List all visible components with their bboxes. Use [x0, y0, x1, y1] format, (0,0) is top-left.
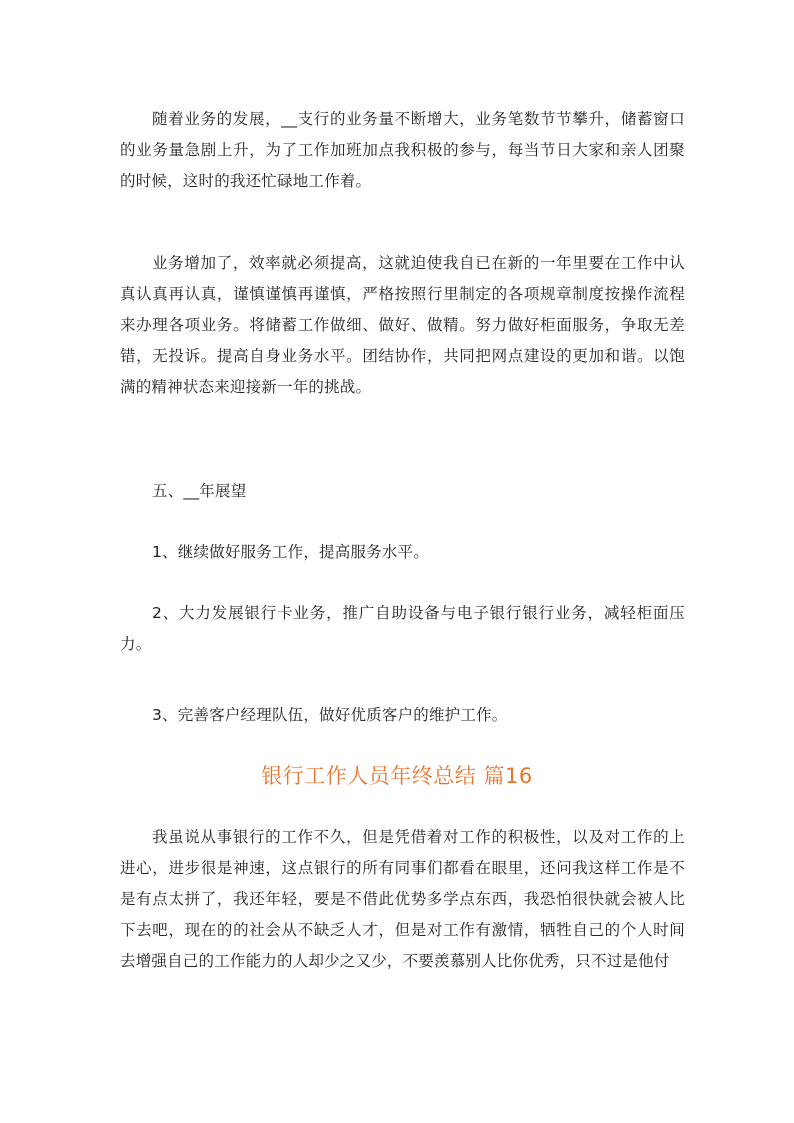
paragraph-efficiency: 业务增加了，效率就必须提高，这就迫使我自已在新的一年里要在工作中认真认真再认真，谨慎谨慎再谨慎，严格按照行里制定的各项规章制度按操作流程来办理各项业务。将储蓄工作做细、做好、做精。努力做好柜面服务，争取无差错，无投诉。提高自身业务水平。团结协作，共同把网点建设的更加和谐。以饱满的精神状态来迎接新一年的挑战。 [120, 254, 685, 396]
paragraph-business-growth: 随着业务的发展，__支行的业务量不断增大，业务笔数节节攀升，储蓄窗口的业务量急剧上升，为了工作加班加点我积极的参与，每当节日大家和亲人团聚的时候，这时的我还忙碌地工作着。 [120, 110, 685, 190]
list-item-1: 1、继续做好服务工作，提高服务水平。 [152, 543, 429, 561]
list-item-2: 2、大力发展银行卡业务，推广自助设备与电子银行银行业务，减轻柜面压力。 [120, 604, 685, 653]
section-title: 银行工作人员年终总结 篇16 [261, 764, 533, 788]
section-heading-outlook: 五、__年展望 [152, 482, 247, 500]
list-item-3: 3、完善客户经理队伍，做好优质客户的维护工作。 [152, 706, 508, 724]
paragraph-section16-intro: 我虽说从事银行的工作不久，但是凭借着对工作的积极性，以及对工作的上进心，进步很是神速，这点银行的所有同事们都看在眼里，还问我这样工作是不是有点太拼了，我还年轻，要是不借此优势多学点东西，我恐怕很快就会被人比下去吧，现在的的社会从不缺乏人才，但是对工作有激情，牺牲自己的个人时间去增强自己的工作能力的人却少之又少，不要羡慕别人比你优秀，只不过是他付 [120, 828, 685, 970]
